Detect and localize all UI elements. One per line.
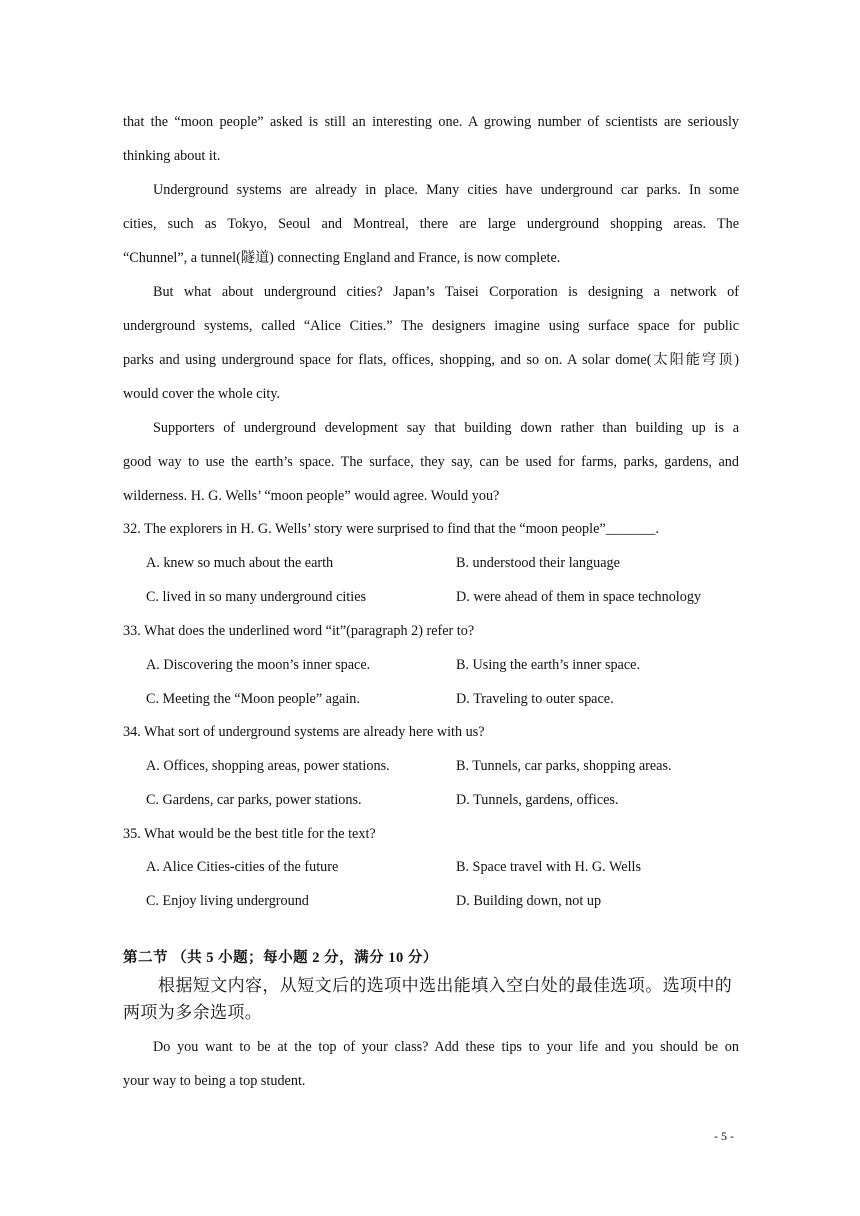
question-stem-34: 34. What sort of underground systems are already here with us? [123, 724, 485, 740]
passage-line: cities, such as Tokyo, Seoul and Montreal, there are large underground shopping areas. The [123, 216, 739, 232]
question-stem-35: 35. What would be the best title for the text? [123, 826, 376, 842]
passage-line: thinking about it. [123, 148, 221, 164]
passage-line: “Chunnel”, a tunnel(隧道) connecting England and France, is now complete. [123, 250, 561, 266]
passage-line: wilderness. H. G. Wells’ “moon people” would agree. Would you? [123, 488, 500, 504]
option-35-b: B. Space travel with H. G. Wells [456, 859, 641, 875]
section-instruction: 两项为多余选项。 [123, 1003, 263, 1022]
option-32-d: D. were ahead of them in space technology [456, 589, 702, 605]
option-33-b: B. Using the earth’s inner space. [456, 657, 640, 673]
passage-line: Underground systems are already in place. Many cities have underground car parks. In some [153, 182, 739, 198]
option-34-d: D. Tunnels, gardens, offices. [456, 792, 619, 808]
option-34-a: A. Offices, shopping areas, power stations. [146, 758, 390, 774]
option-35-a: A. Alice Cities-cities of the future [146, 859, 339, 875]
passage-line: good way to use the earth’s space. The surface, they say, can be used for farms, parks, gardens, and [123, 454, 739, 470]
intro-line: Do you want to be at the top of your class? Add these tips to your life and you should be on [153, 1039, 739, 1055]
option-34-c: C. Gardens, car parks, power stations. [146, 792, 362, 808]
option-32-a: A. knew so much about the earth [146, 555, 334, 571]
question-stem-32: 32. The explorers in H. G. Wells’ story were surprised to find that the “moon people”_______. [123, 521, 659, 537]
option-33-d: D. Traveling to outer space. [456, 691, 614, 707]
option-32-c: C. lived in so many underground cities [146, 589, 367, 605]
passage-line: that the “moon people” asked is still an interesting one. A growing number of scientists are seriously [123, 114, 739, 130]
option-34-b: B. Tunnels, car parks, shopping areas. [456, 758, 672, 774]
option-35-d: D. Building down, not up [456, 893, 602, 909]
option-35-c: C. Enjoy living underground [146, 893, 309, 909]
passage-line: But what about underground cities? Japan’s Taisei Corporation is designing a network of [153, 284, 739, 300]
passage-line: parks and using underground space for flats, offices, shopping, and so on. A solar dome(太阳能穹顶) [123, 352, 739, 368]
option-32-b: B. understood their language [456, 555, 620, 571]
question-stem-33: 33. What does the underlined word “it”(paragraph 2) refer to? [123, 623, 475, 639]
passage-line: Supporters of underground development say that building down rather than building up is a [153, 420, 739, 436]
page-number: - 5 - [714, 1129, 734, 1143]
option-33-a: A. Discovering the moon’s inner space. [146, 657, 371, 673]
intro-line: your way to being a top student. [123, 1073, 306, 1089]
section-heading: 第二节 （共 5 小题；每小题 2 分，满分 10 分） [123, 950, 438, 966]
option-33-c: C. Meeting the “Moon people” again. [146, 691, 360, 707]
section-instruction: 根据短文内容，从短文后的选项中选出能填入空白处的最佳选项。选项中的 [158, 976, 733, 995]
passage-line: would cover the whole city. [123, 386, 281, 402]
passage-line: underground systems, called “Alice Cities.” The designers imagine using surface space for public [123, 318, 739, 334]
